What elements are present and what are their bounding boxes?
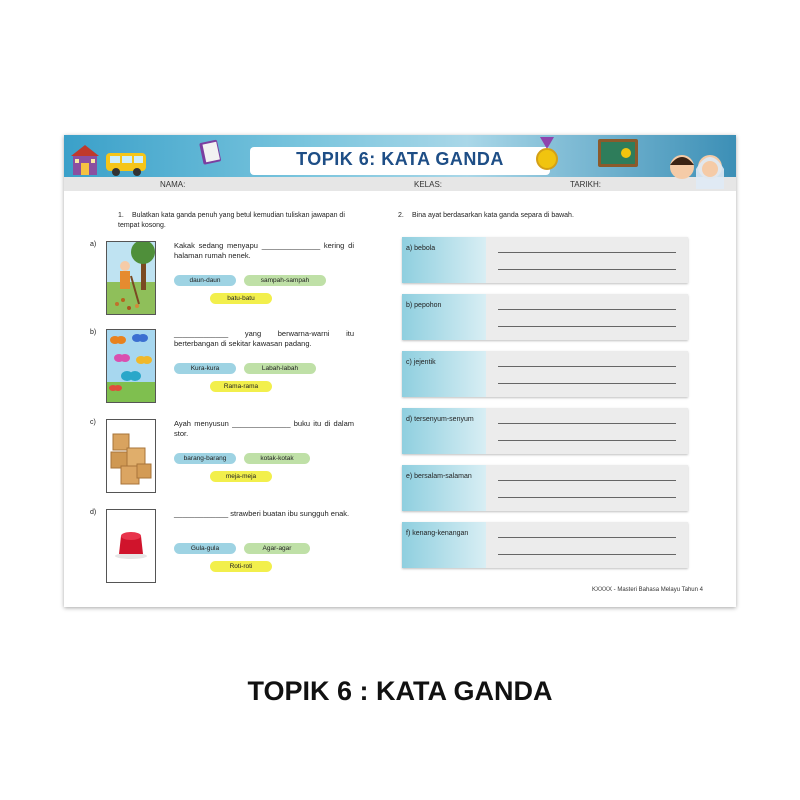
tarikh-label: TARIKH:: [570, 180, 601, 189]
row-label-bg: [402, 237, 486, 283]
item-letter: b): [90, 329, 97, 336]
item-sentence: _____________ strawberi buatan ibu sungguh enak.: [174, 509, 350, 518]
question-1-item-d: [90, 509, 370, 589]
item-sentence: Ayah menyusun ______________ buku itu di dalam stor.: [174, 419, 354, 438]
option-batu-batu[interactable]: batu-batu: [210, 293, 272, 304]
item-letter: c): [90, 419, 96, 426]
answer-row-b: [402, 294, 688, 340]
question-2-instruction: [398, 211, 678, 221]
row-label-bg: [402, 522, 486, 568]
children-icon: [654, 149, 730, 191]
answer-line[interactable]: [498, 326, 676, 327]
question-1-instruction: [118, 211, 368, 231]
kelas-label: KELAS:: [414, 180, 443, 189]
answer-line[interactable]: [498, 252, 676, 253]
medal-icon: [534, 137, 560, 171]
header-banner: [64, 135, 736, 191]
row-label: c) jejentik: [406, 359, 436, 366]
answer-row-a: [402, 237, 688, 283]
footer-text: KXXXX - Masteri Bahasa Melayu Tahun 4: [592, 587, 703, 593]
option-roti-roti[interactable]: Roti-roti: [210, 561, 272, 572]
row-label: b) pepohon: [406, 302, 442, 309]
option-barang-barang[interactable]: barang-barang: [174, 453, 236, 464]
item-letter: a): [90, 241, 97, 248]
book-icon: [198, 137, 224, 165]
answer-line[interactable]: [498, 497, 676, 498]
question-1-number: 1.: [118, 212, 124, 219]
answer-row-d: [402, 408, 688, 454]
answer-line[interactable]: [498, 537, 676, 538]
school-house-icon: [70, 143, 100, 175]
row-label: e) bersalam-salaman: [406, 473, 472, 480]
question-1-item-c: [90, 419, 370, 499]
item-sentence: Kakak sedang menyapu ______________ kering di halaman rumah nenek.: [174, 241, 354, 260]
option-kotak-kotak[interactable]: kotak-kotak: [244, 453, 310, 464]
row-label-bg: [402, 351, 486, 397]
answer-row-e: [402, 465, 688, 511]
strawberry-jelly-image: [106, 509, 156, 583]
option-sampah-sampah[interactable]: sampah-sampah: [244, 275, 326, 286]
row-label: f) kenang-kenangan: [406, 530, 469, 537]
row-label-bg: [402, 294, 486, 340]
answer-line[interactable]: [498, 309, 676, 310]
option-meja-meja[interactable]: meja-meja: [210, 471, 272, 482]
butterflies-image: [106, 329, 156, 403]
item-sentence: _____________ yang berwarna-warni itu berterbangan di sekitar kawasan padang.: [174, 329, 354, 348]
question-1-text: Bulatkan kata ganda penuh yang betul kemudian tuliskan jawapan di tempat kosong.: [118, 212, 345, 229]
option-daun-daun[interactable]: daun-daun: [174, 275, 236, 286]
row-label-bg: [402, 465, 486, 511]
answer-line[interactable]: [498, 554, 676, 555]
school-bus-icon: [104, 151, 148, 177]
answer-line[interactable]: [498, 440, 676, 441]
answer-row-f: [402, 522, 688, 568]
caption: TOPIK 6 : KATA GANDA: [247, 676, 553, 706]
answer-row-c: [402, 351, 688, 397]
row-label-bg: [402, 408, 486, 454]
nama-label: NAMA:: [160, 180, 186, 189]
question-1-item-a: [90, 241, 370, 321]
option-kura-kura[interactable]: Kura-kura: [174, 363, 236, 374]
answer-line[interactable]: [498, 423, 676, 424]
row-label: d) tersenyum-senyum: [406, 416, 474, 423]
cardboard-boxes-image: [106, 419, 156, 493]
option-agar-agar[interactable]: Agar-agar: [244, 543, 310, 554]
worksheet: [64, 135, 736, 607]
answer-line[interactable]: [498, 366, 676, 367]
answer-line[interactable]: [498, 269, 676, 270]
chalkboard-icon: [596, 137, 640, 173]
question-2-text: Bina ayat berdasarkan kata ganda separa di bawah.: [412, 212, 574, 219]
girl-sweeping-leaves-image: [106, 241, 156, 315]
option-rama-rama[interactable]: Rama-rama: [210, 381, 272, 392]
option-gula-gula[interactable]: Gula-gula: [174, 543, 236, 554]
item-letter: d): [90, 509, 97, 516]
answer-line[interactable]: [498, 383, 676, 384]
question-2-number: 2.: [398, 212, 404, 219]
answer-line[interactable]: [498, 480, 676, 481]
option-labah-labah[interactable]: Labah-labah: [244, 363, 316, 374]
row-label: a) bebola: [406, 245, 436, 252]
page-title: TOPIK 6: KATA GANDA: [296, 149, 504, 169]
question-1-item-b: [90, 329, 370, 409]
